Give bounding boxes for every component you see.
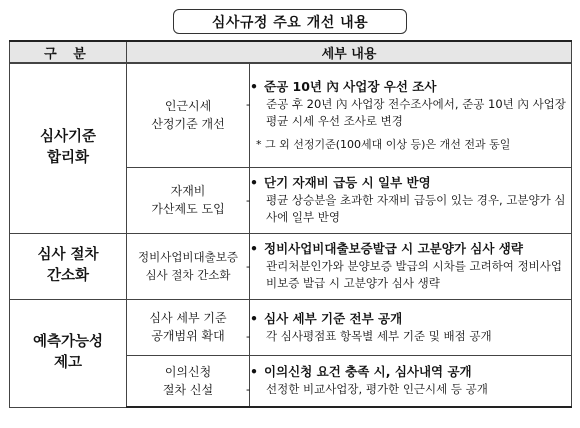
subcategory-label: 심사 세부 기준 공개범위 확대 [149, 311, 227, 343]
bullet-item: • 정비사업비대출보증발급 시 고분양가 심사 생략 [250, 241, 523, 256]
dash-item: - 관리처분인가와 분양보증 발급의 시차를 고려하여 정비사업비보증 발급 시 고분양가 심사 생략 [246, 259, 562, 290]
detail-cell [246, 233, 572, 299]
table-row [10, 299, 572, 355]
category-cell-3 [10, 299, 127, 407]
dash-icon: - [246, 328, 251, 343]
bullet-icon: • [250, 364, 258, 380]
bullet-icon: • [250, 175, 258, 190]
bullet-item: • 단기 자재비 급등 시 일부 반영 [250, 175, 431, 190]
header-details: 세부 내용 [127, 41, 572, 63]
header-category: 구 분 [10, 41, 127, 63]
dash-icon: - [246, 96, 251, 111]
bullet-item: • 준공 10년 內 사업장 우선 조사 [250, 78, 437, 94]
detail-cell [246, 355, 572, 407]
bullet-icon: • [250, 78, 258, 94]
dash-icon: - [246, 259, 251, 273]
category-label: 심사기준 합리화 [39, 129, 97, 167]
subcategory-label: 인근시세 산정기준 개선 [151, 99, 225, 132]
category-cell-1 [10, 63, 127, 233]
detail-cell [246, 299, 572, 355]
table-row [10, 63, 572, 167]
subcategory-cell [127, 167, 250, 233]
dash-item: - 평균 상승분을 초과한 자재비 급등이 있는 경우, 고분양가 심사에 일부 반영 [246, 193, 566, 224]
dash-item: - 선정한 비교사업장, 평가한 인근시세 등 공개 [246, 382, 488, 397]
detail-cell [246, 63, 572, 167]
document-title: 심사규정 주요 개선 내용 [173, 9, 407, 34]
subcategory-label: 자재비 가산제도 도입 [151, 184, 225, 216]
subcategory-cell [127, 63, 250, 167]
category-cell-2 [10, 233, 127, 299]
bullet-icon: • [250, 241, 258, 256]
bullet-item: • 이의신청 요건 충족 시, 심사내역 공개 [250, 364, 472, 380]
subcategory-cell [127, 299, 250, 355]
dash-item: - 각 심사평점표 항목별 세부 기준 및 배점 공개 [246, 328, 492, 343]
footnote: * 그 외 선정기준(100세대 이상 등)은 개선 전과 동일 [256, 137, 511, 151]
subcategory-cell [127, 233, 250, 299]
bullet-item: • 심사 세부 기준 전부 공개 [250, 310, 403, 326]
subcategory-label: 이의신청 절차 신설 [162, 364, 214, 397]
detail-cell [246, 167, 572, 233]
table-row [10, 233, 572, 299]
improvement-table [9, 40, 572, 408]
subcategory-cell [127, 355, 250, 407]
dash-icon: - [246, 193, 251, 207]
subcategory-label: 정비사업비대출보증 심사 절차 간소화 [138, 250, 238, 282]
table-header-row [10, 41, 572, 63]
dash-icon: - [246, 382, 251, 397]
bullet-icon: • [250, 310, 258, 326]
dash-item: - 준공 후 20년 內 사업장 전수조사에서, 준공 10년 內 사업장 평균 시세 우선 조사로 변경 [246, 96, 566, 128]
category-label: 심사 절차 간소화 [37, 247, 99, 284]
category-label: 예측가능성 제고 [32, 334, 104, 371]
